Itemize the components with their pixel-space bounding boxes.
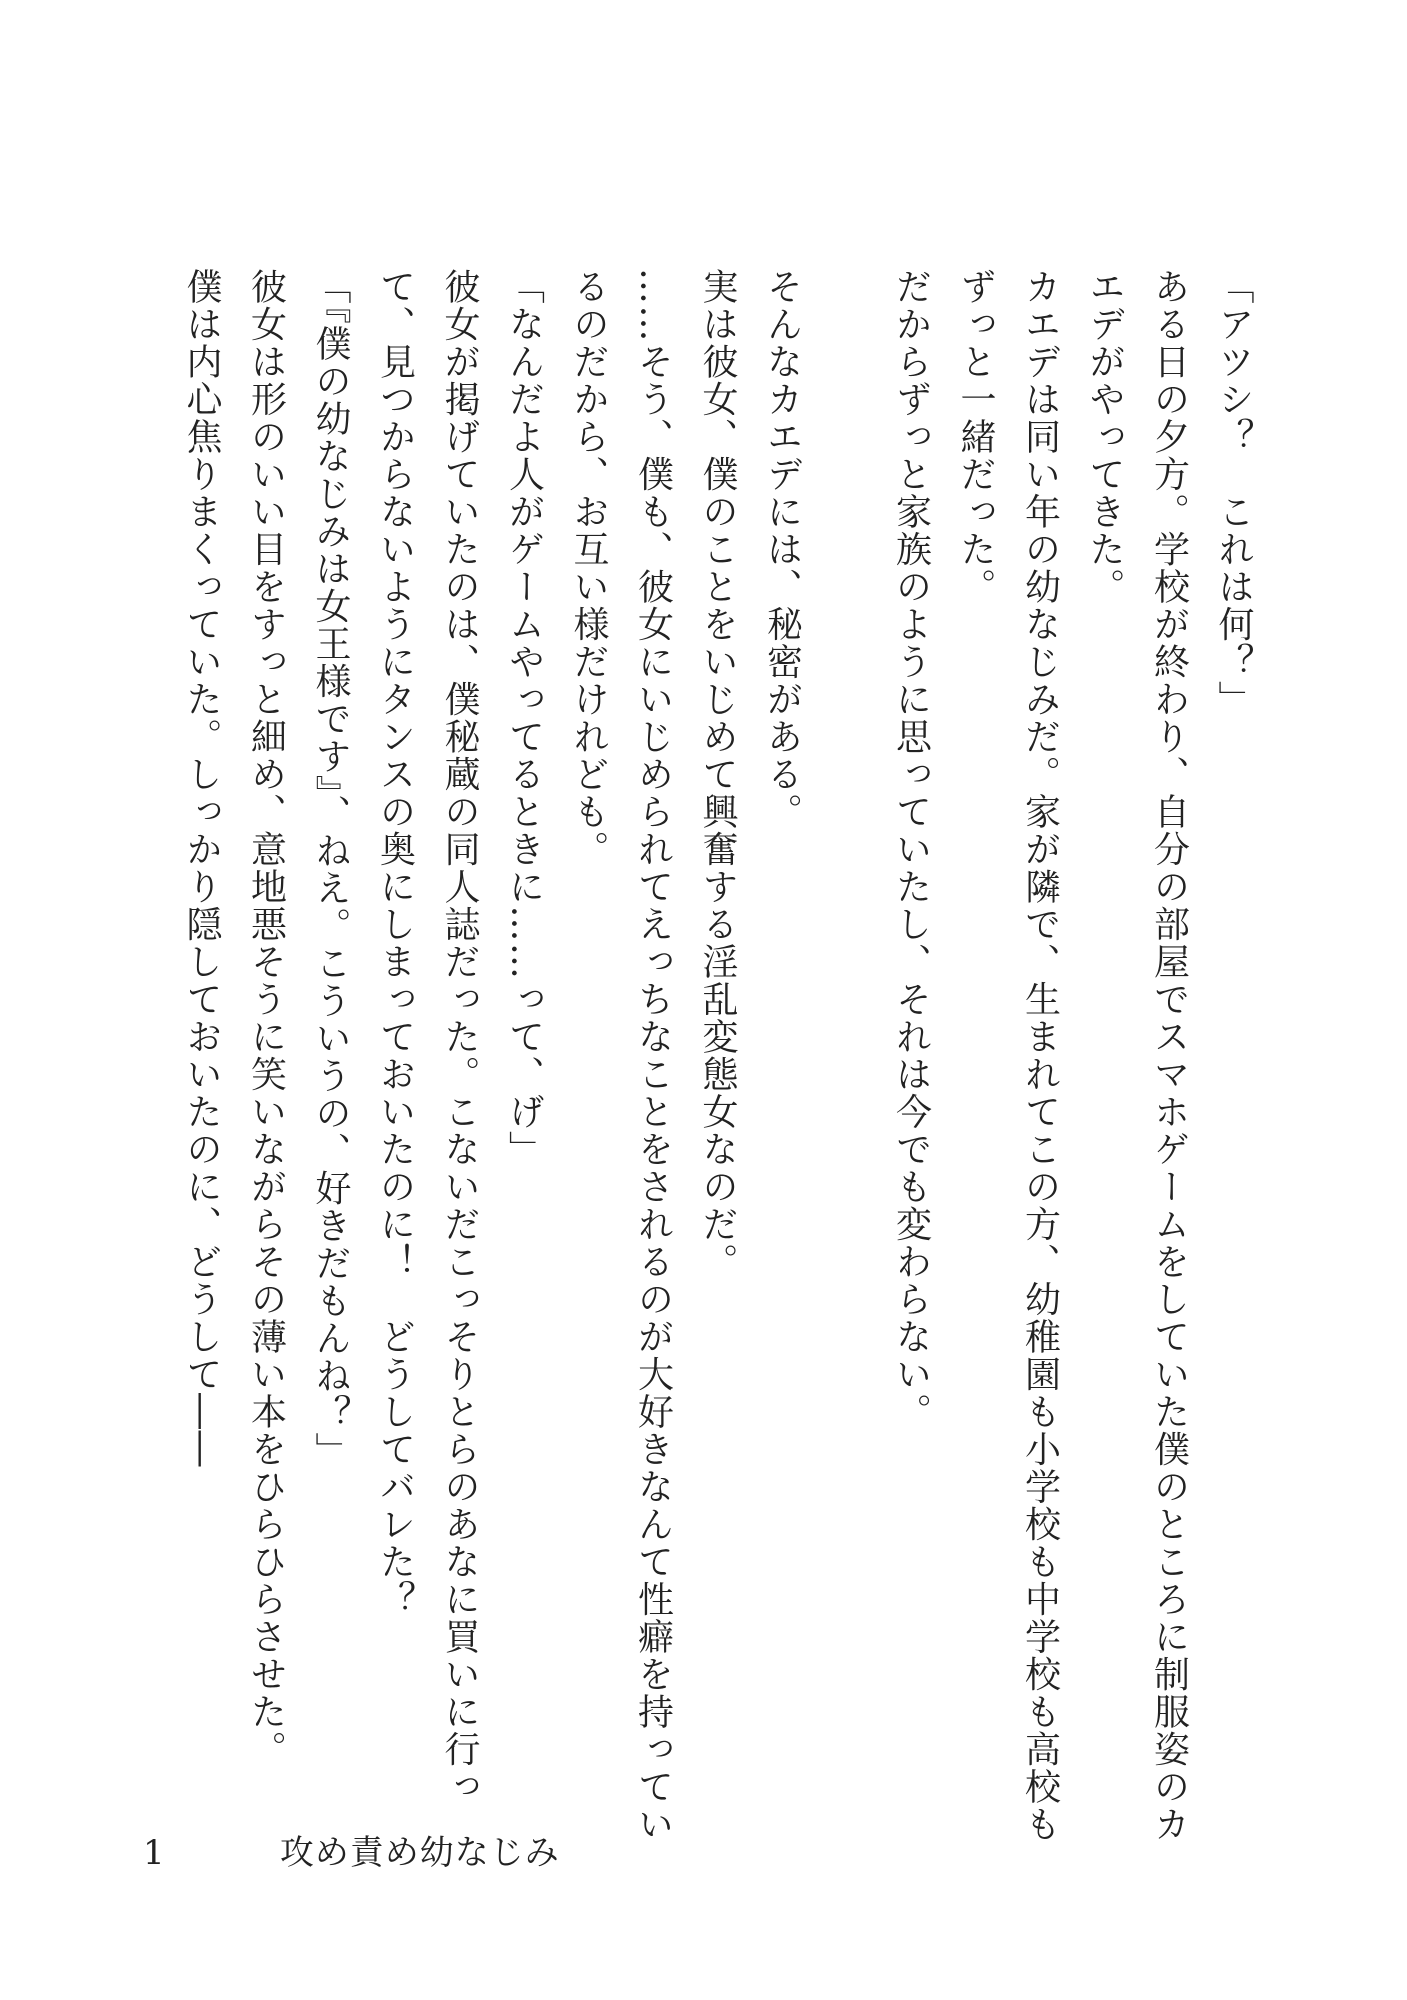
paragraph: 彼女は形のいい目をすっと細め、意地悪そうに笑いながらその薄い本をひらひらさせた。 — [245, 268, 287, 1768]
paragraph: 彼女が掲げていたのは、僕秘蔵の同人誌だった。こないだこっそりとらのあなに買いに行って、見つからないようにタンスの奥にしまっておいたのに！ どうしてバレた？ — [374, 268, 480, 1806]
paragraph: 僕は内心焦りまくっていた。しっかり隠しておいたのに、どうして―― — [181, 268, 222, 1468]
paragraph: ある日の夕方。学校が終わり、自分の部屋でスマホゲームをしていた僕のところに制服姿のカエデがやってきた。 — [1084, 268, 1190, 1843]
paragraph: そんなカエデには、秘密がある。 — [761, 268, 803, 831]
paragraph: カエデは同い年の幼なじみだ。家が隣で、生まれてこの方、幼稚園も小学校も中学校も高校もずっと一緒だった。 — [955, 268, 1061, 1843]
page-footer — [143, 1825, 560, 1874]
blank-line — [814, 268, 879, 1848]
paragraph: だからずっと家族のように思っていたし、それは今でも変わらない。 — [890, 268, 932, 1431]
vertical-text-body — [169, 268, 1266, 1848]
paragraph: 「『僕の幼なじみは女王様です』、ねえ。こういうの、好きだもんね？」 — [310, 268, 351, 1470]
paragraph: 「アツシ？ これは何？」 — [1213, 268, 1254, 718]
paragraph: 「なんだよ人がゲームやってるときに……って、げ」 — [503, 268, 545, 1168]
paragraph: ……そう、僕も、彼女にいじめられてえっちなことをされるのが大好きなんて性癖を持っているのだから、お互い様だけれども。 — [568, 268, 674, 1843]
page-number: 1 — [143, 1833, 165, 1873]
paragraph: 実は彼女、僕のことをいじめて興奮する淫乱変態女なのだ。 — [697, 268, 738, 1281]
book-title: 攻め責め幼なじみ — [279, 1833, 560, 1873]
